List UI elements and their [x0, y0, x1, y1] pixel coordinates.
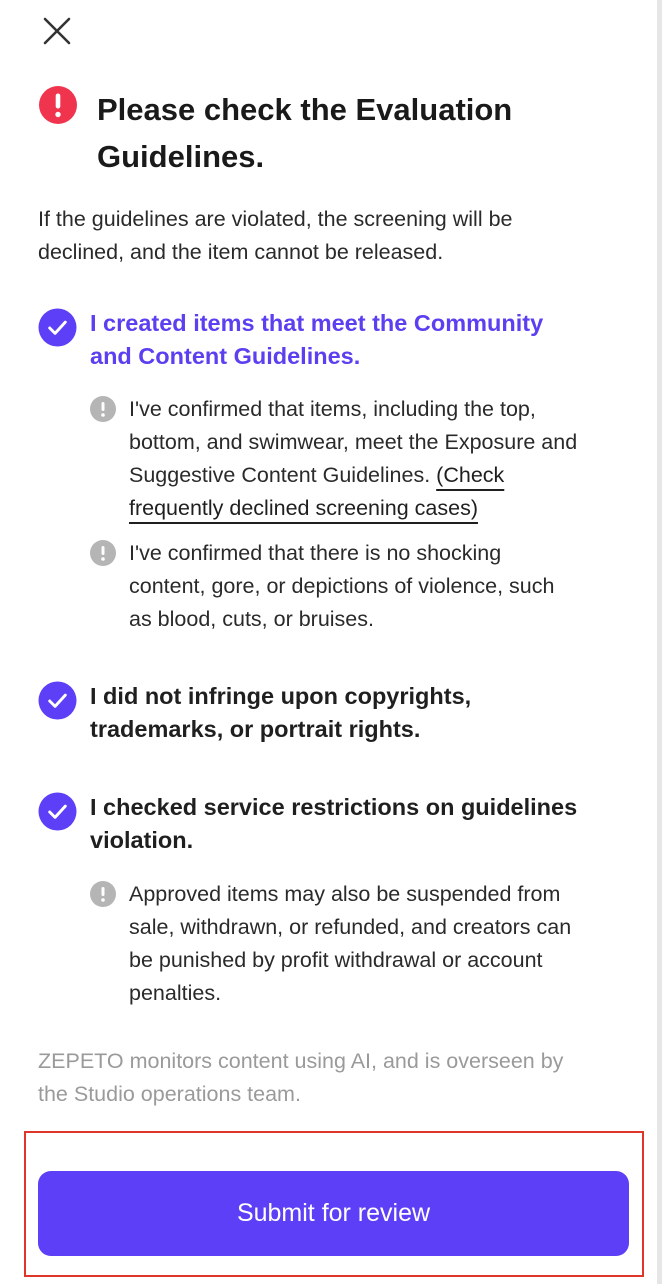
note-line: I've confirmed that items, including the top, [129, 397, 536, 421]
info-exclamation-icon [90, 396, 116, 422]
checklist-item-community[interactable] [90, 307, 630, 373]
checklist-title-line: violation. [90, 827, 194, 853]
checkmark-circle-icon[interactable] [38, 681, 77, 720]
intro-line: If the guidelines are violated, the screening will be [38, 207, 513, 231]
checklist-title-line: I created items that meet the Community [90, 310, 544, 336]
note-line: Suggestive Content Guidelines. [129, 463, 437, 487]
note-line: I've confirmed that there is no shocking [129, 541, 502, 565]
footer-line: the Studio operations team. [38, 1082, 301, 1106]
close-button[interactable] [36, 10, 78, 52]
note-line: Approved items may also be suspended from [129, 882, 561, 906]
note-line: be punished by profit withdrawal or account [129, 948, 543, 972]
checklist-title-line: I did not infringe upon copyrights, [90, 683, 472, 709]
checklist-title-line: trademarks, or portrait rights. [90, 716, 421, 742]
submit-for-review-button[interactable]: Submit for review [38, 1171, 629, 1256]
checklist-title-line: and Content Guidelines. [90, 343, 361, 369]
note-penalties [129, 878, 629, 1010]
footer-line: ZEPETO monitors content using AI, and is overseen by [38, 1049, 564, 1073]
checklist-title-line: I checked service restrictions on guidelines [90, 794, 578, 820]
page-title [97, 86, 617, 180]
note-violence [129, 537, 629, 636]
note-exposure [129, 393, 629, 525]
note-line: as blood, cuts, or bruises. [129, 607, 374, 631]
scroll-edge [657, 0, 662, 1284]
info-exclamation-icon [90, 881, 116, 907]
note-line: bottom, and swimwear, meet the Exposure and [129, 430, 578, 454]
checklist-item-restrictions[interactable] [90, 791, 630, 857]
title-line: Guidelines. [97, 139, 265, 174]
checklist-item-copyright[interactable] [90, 680, 630, 746]
title-line: Please check the Evaluation [97, 92, 513, 127]
intro-text [38, 203, 608, 269]
note-line: content, gore, or depictions of violence, such [129, 574, 555, 598]
declined-cases-link[interactable]: (Check [436, 463, 505, 487]
exclamation-circle-icon [38, 85, 78, 125]
close-icon [41, 15, 73, 47]
checkmark-circle-icon[interactable] [38, 792, 77, 831]
monitoring-note [38, 1045, 628, 1111]
declined-cases-link[interactable]: frequently declined screening cases) [129, 496, 478, 520]
note-line: sale, withdrawn, or refunded, and creators can [129, 915, 572, 939]
intro-line: declined, and the item cannot be released. [38, 240, 444, 264]
note-line: penalties. [129, 981, 222, 1005]
info-exclamation-icon [90, 540, 116, 566]
checkmark-circle-icon[interactable] [38, 308, 77, 347]
